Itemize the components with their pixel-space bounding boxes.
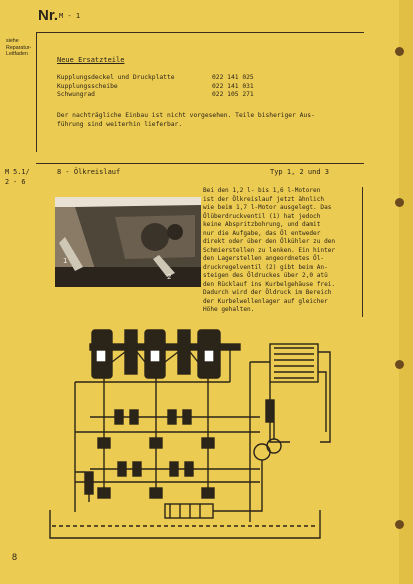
parts-row (57, 91, 317, 100)
binder-hole (395, 360, 404, 369)
part-name: Kupplungsscheibe (57, 82, 118, 90)
desc-line: druckregelventil (2) gibt beim An- (203, 263, 328, 271)
page-number: 8 (12, 552, 18, 562)
part-number: 022 105 271 (212, 91, 254, 99)
top-rule (36, 32, 364, 33)
part-name: Kupplungsdeckel und Druckplatte (57, 74, 175, 81)
crankshaft (90, 330, 240, 378)
desc-line: steigen des Öldruckes über 2,0 atü (203, 272, 328, 279)
side-note-line: Leitfaden (6, 51, 28, 58)
vertical-rule (36, 32, 37, 152)
oil-sump (50, 502, 320, 538)
oil-circuit-description (203, 187, 363, 315)
engine-photo (55, 197, 201, 287)
desc-line: wie beim 1,7 l-Motor ausgelegt. Das (203, 204, 332, 211)
section-note (57, 112, 357, 129)
page-edge (399, 0, 413, 584)
desc-line: nur die Aufgabe, das Öl entweder (203, 229, 321, 237)
reference-line: M 5.1/ (5, 168, 30, 176)
side-note-line: Reparatur- (6, 44, 32, 51)
section-reference (5, 167, 30, 187)
desc-line: keine Abspritzbohrung, und damit (203, 221, 321, 228)
part-number: 022 141 025 (212, 74, 254, 81)
binder-hole (395, 520, 404, 529)
camshaft (90, 410, 260, 476)
oil-cooler (270, 344, 330, 442)
desc-line: der Kurbelwellenlager auf gleicher (203, 297, 328, 305)
parts-row (57, 83, 317, 92)
part-number: 022 141 031 (212, 82, 254, 90)
part-name: Schwungrad (57, 91, 95, 99)
desc-line: Schmierstellen zu lenken. Ein hinter (203, 246, 336, 254)
note-line: Der nachträgliche Einbau ist nicht vorgesehen. Teile bisheriger Aus- (57, 112, 315, 119)
section-rule (36, 163, 364, 164)
section-title: 8 - Ölkreislauf (57, 168, 121, 176)
section-title: Neue Ersatzteile (57, 56, 125, 64)
desc-line: Ölüberdruckventil (1) hat jedoch (203, 212, 321, 220)
oil-pump (254, 422, 281, 502)
desc-line: direkt oder über den Ölkühler zu den (203, 238, 336, 245)
photo-label: 1 (63, 257, 68, 265)
desc-line: Bei den 1,2 l- bis 1,6 l-Motoren (203, 187, 321, 194)
side-note-line: siehe (6, 38, 19, 44)
note-line: führung sind weiterhin lieferbar. (57, 120, 183, 128)
desc-line: ist der Ölkreislauf jetzt ähnlich (203, 195, 325, 203)
oil-circuit-diagram (30, 322, 340, 544)
parts-list (57, 74, 317, 100)
desc-line: den Rücklauf ins Kurbelgehäuse frei. (203, 280, 336, 288)
type-label: Typ 1, 2 und 3 (270, 168, 330, 176)
nr-label: Nr. (38, 7, 59, 24)
side-note (6, 38, 31, 58)
desc-line: den Lagerstellen angeordnetes Öl- (203, 255, 325, 262)
photo-label: 2 (167, 273, 172, 281)
desc-line: Höhe gehalten. (203, 306, 255, 313)
reference-line: 2 - 6 (5, 178, 26, 186)
binder-hole (395, 47, 404, 56)
desc-line: Dadurch wird der Öldruck im Bereich (203, 289, 332, 296)
nr-value: M - 1 (59, 12, 81, 20)
parts-row (57, 74, 317, 83)
binder-hole (395, 198, 404, 207)
